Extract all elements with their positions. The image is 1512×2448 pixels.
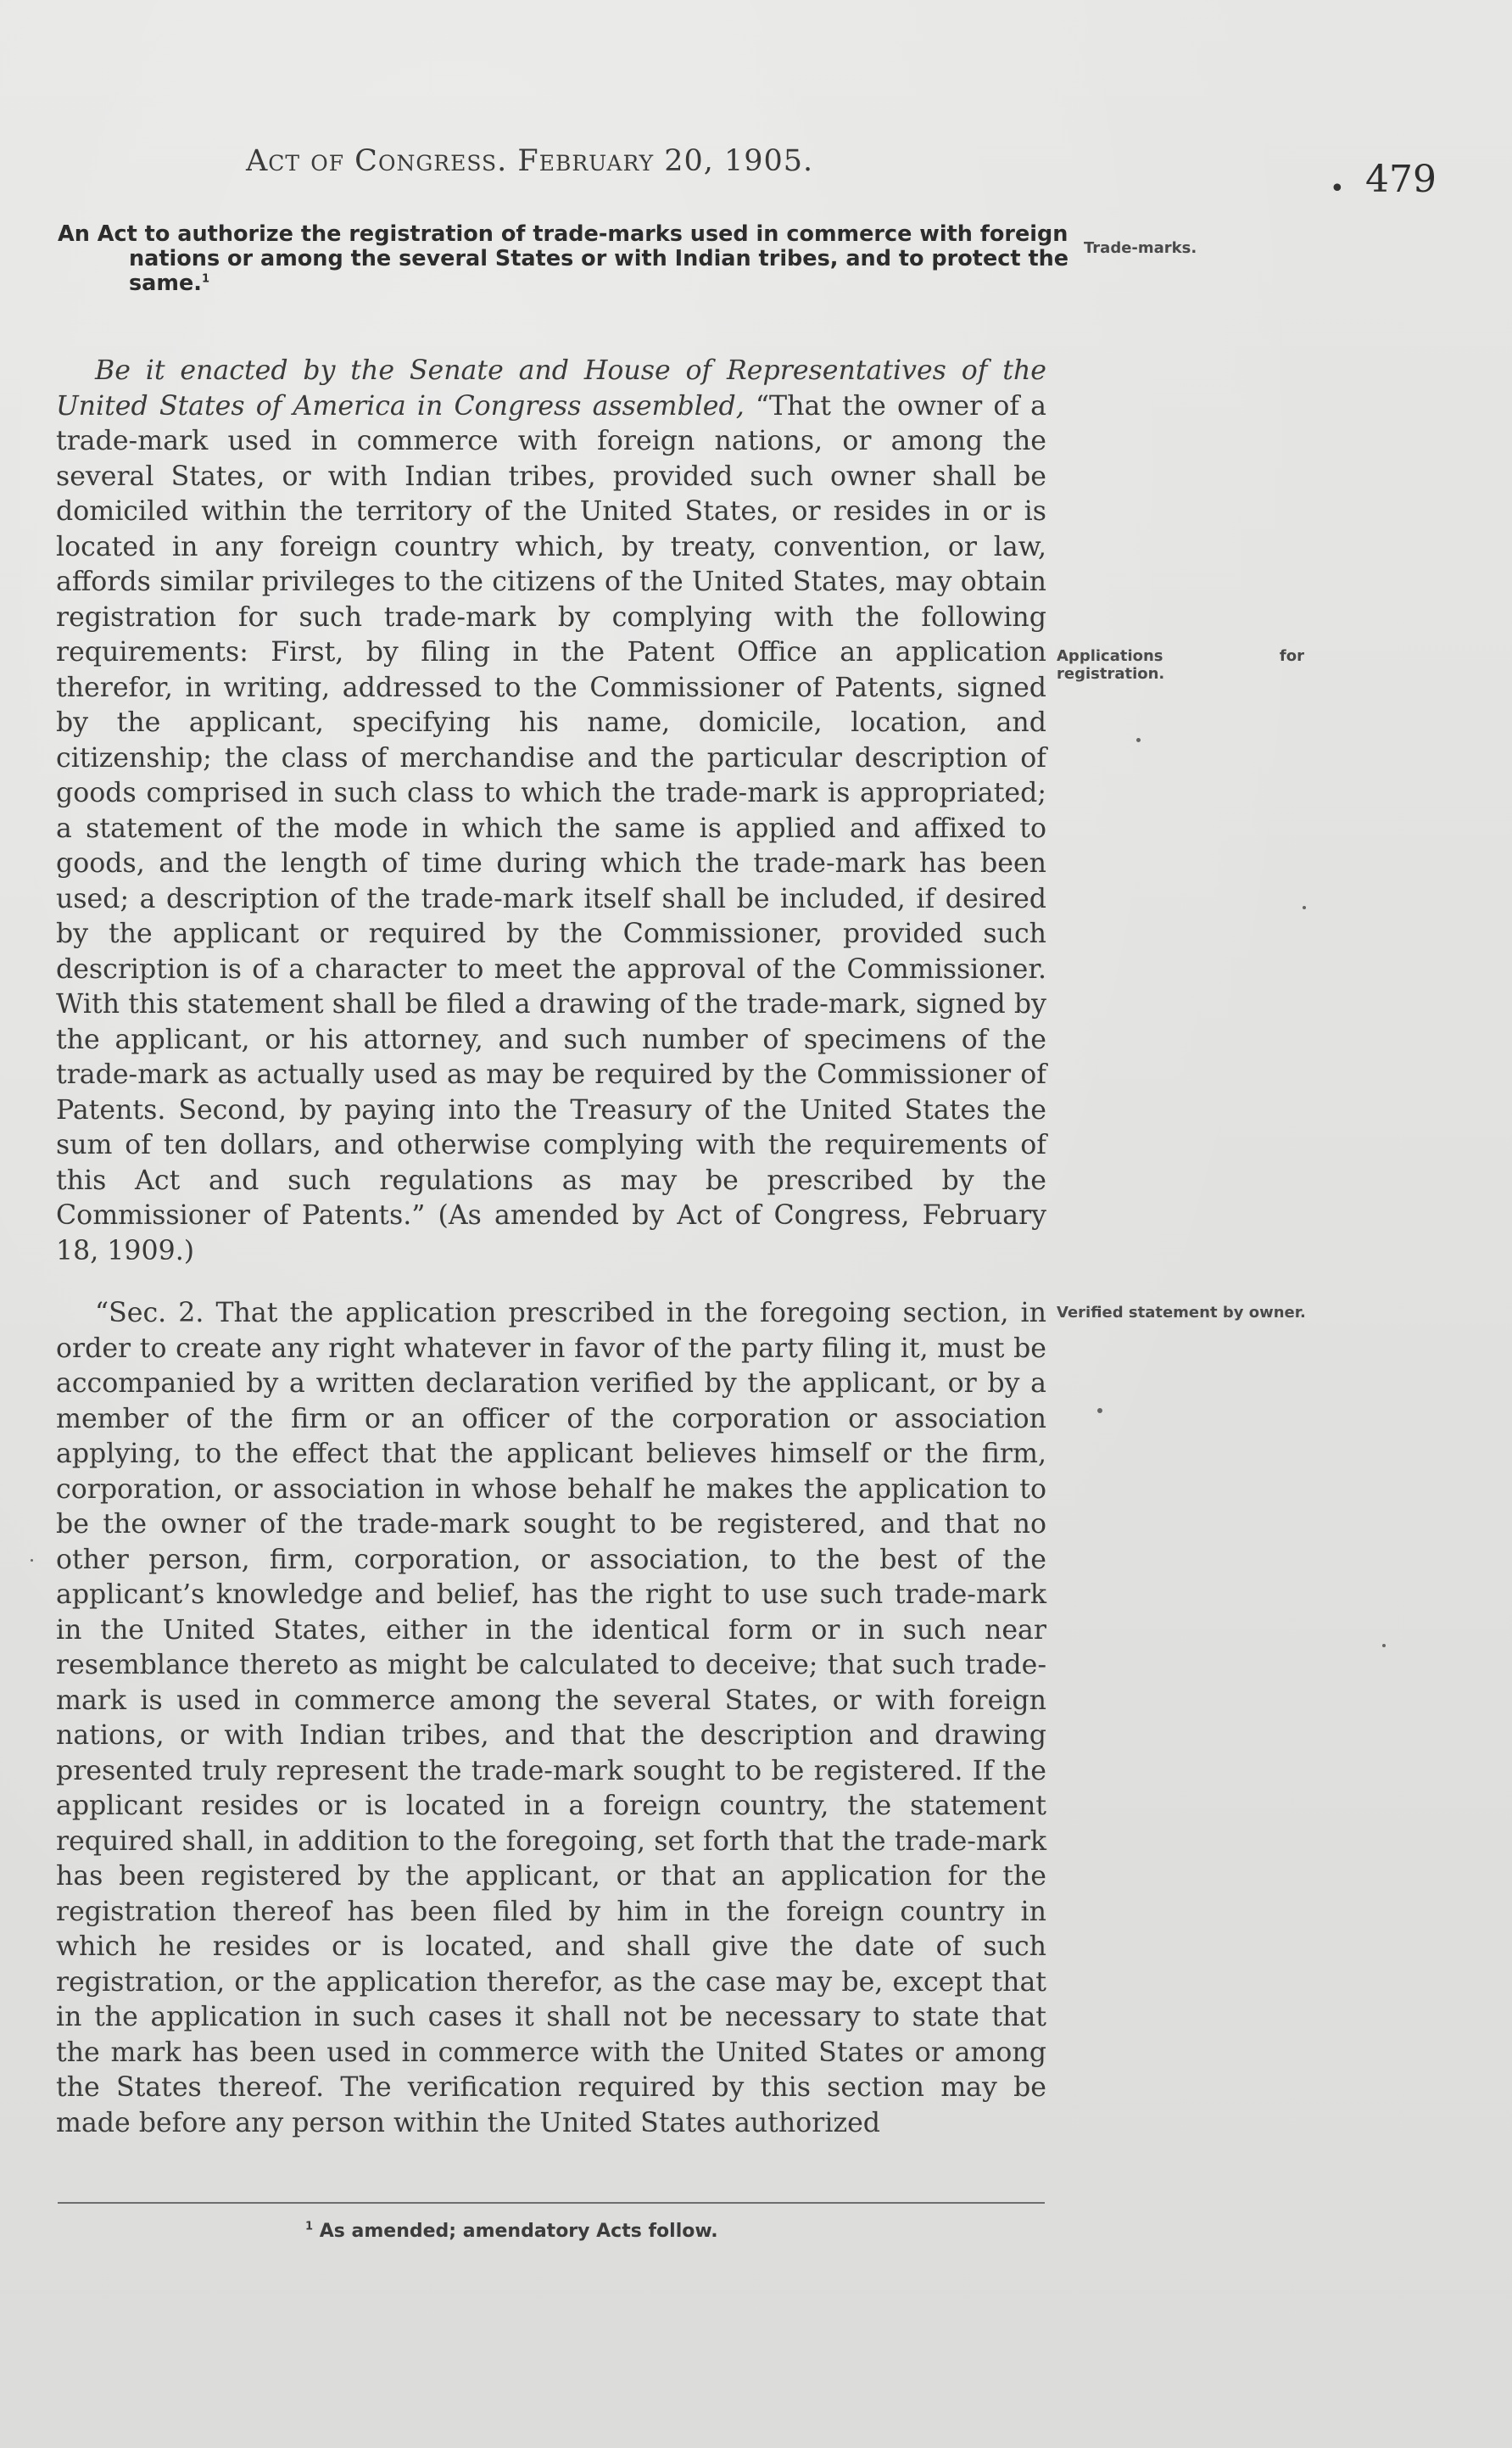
scan-speck — [1136, 738, 1141, 742]
act-title — [58, 222, 1121, 296]
footnote-marker: 1 — [305, 2220, 314, 2233]
act-title-text: An Act to authorize the registration of trade-marks used in commerce with foreign nations or among the several States or with Indian tribes, and to protect the same. — [58, 221, 1069, 296]
scan-speck — [1097, 1408, 1102, 1413]
footnote — [305, 2221, 718, 2242]
footnote-rule — [58, 2202, 1045, 2204]
section-2-paragraph — [56, 1296, 1046, 2141]
margin-note-trademarks: Trade-marks. — [1084, 239, 1197, 257]
scan-speck — [31, 1559, 33, 1562]
running-head: Act of Congress. February 20, 1905. — [246, 144, 814, 178]
section-1-text: “That the owner of a trade-mark used in commerce with foreign nations, or among the several States, or with Indian tribes, provided such owner shall be domiciled within the territory of the United States, or resides in or is located in any foreign country which, by treaty, convention, or law, affords similar privileges to the citizens of the United States, may obtain registration for such trade-mark by complying with the following requirements: First, by filing in the Patent Office an application therefor, in writing, addressed to the Commissioner of Patents, signed by the applicant, specifying his name, domicile, location, and citizenship; the class of merchandise and the particular description of goods comprised in such class to which the trade-mark is appropriated; a statement of the mode in which the same is applied and affixed to goods, and the length of time during which the trade-mark has been used; a description of the trade-mark itself shall be included, if desired by the applicant or required by the Commissioner, provided such description is of a character to meet the approval of the Commissioner. With this statement shall be filed a drawing of the trade-mark, signed by the applicant, or his attorney, and such number of specimens of the trade-mark as actually used as may be required by the Commissioner of Patents. Second, by paying into the Treasury of the United States the sum of ten dollars, and otherwise complying with the requirements of this Act and such regulations as may be prescribed by the Commissioner of Patents.” (As amended by Act of Congress, February 18, 1909.) — [56, 390, 1046, 1266]
enacting-clause: Be it enacted by the Senate and House of Representatives of the United States of America in Congress assembled, — [56, 355, 1046, 422]
footnote-ref: 1 — [201, 272, 209, 286]
margin-note-verified-statement: Verified statement by owner. — [1057, 1304, 1306, 1322]
scan-speck — [1303, 906, 1306, 909]
scan-speck — [1382, 1644, 1386, 1647]
section-1-paragraph — [56, 354, 1046, 1269]
section-2-text: “Sec. 2. That the application prescribed in the foregoing section, in order to create any right whatever in favor of the party filing it, must be accompanied by a written declaration verified by the applicant, or by a member of the firm or an officer of the corporation or association applying, to the effect that the applicant believes himself or the firm, corporation, or association in whose behalf he makes the application to be the owner of the trade-mark sought to be registered, and that no other person, firm, corporation, or association, to the best of the applicant’s knowledge and belief, has the right to use such trade-mark in the United States, either in the identical form or in such near resemblance thereto as might be calculated to deceive; that such trade-mark is used in commerce among the several States, or with foreign nations, or with Indian tribes, and that the description and drawing presented truly represent the trade-mark sought to be registered. If the applicant resides or is located in a foreign country, the statement required shall, in addition to the foregoing, set forth that the trade-mark has been registered by the applicant, or that an application for the registration thereof has been filed by him in the foreign country in which he resides or is located, and shall give the date of such registration, or the application therefor, as the case may be, except that in the application in such cases it shall not be necessary to state that the mark has been used in commerce with the United States or among the States thereof. The verification required by this section may be made before any person within the United States authorized — [56, 1298, 1046, 2138]
page-number: 479 — [1365, 158, 1437, 201]
bullet-mark: • — [1330, 174, 1345, 204]
margin-note-applications: Applications for registration. — [1057, 647, 1304, 683]
footnote-text: As amended; amendatory Acts follow. — [319, 2221, 718, 2242]
